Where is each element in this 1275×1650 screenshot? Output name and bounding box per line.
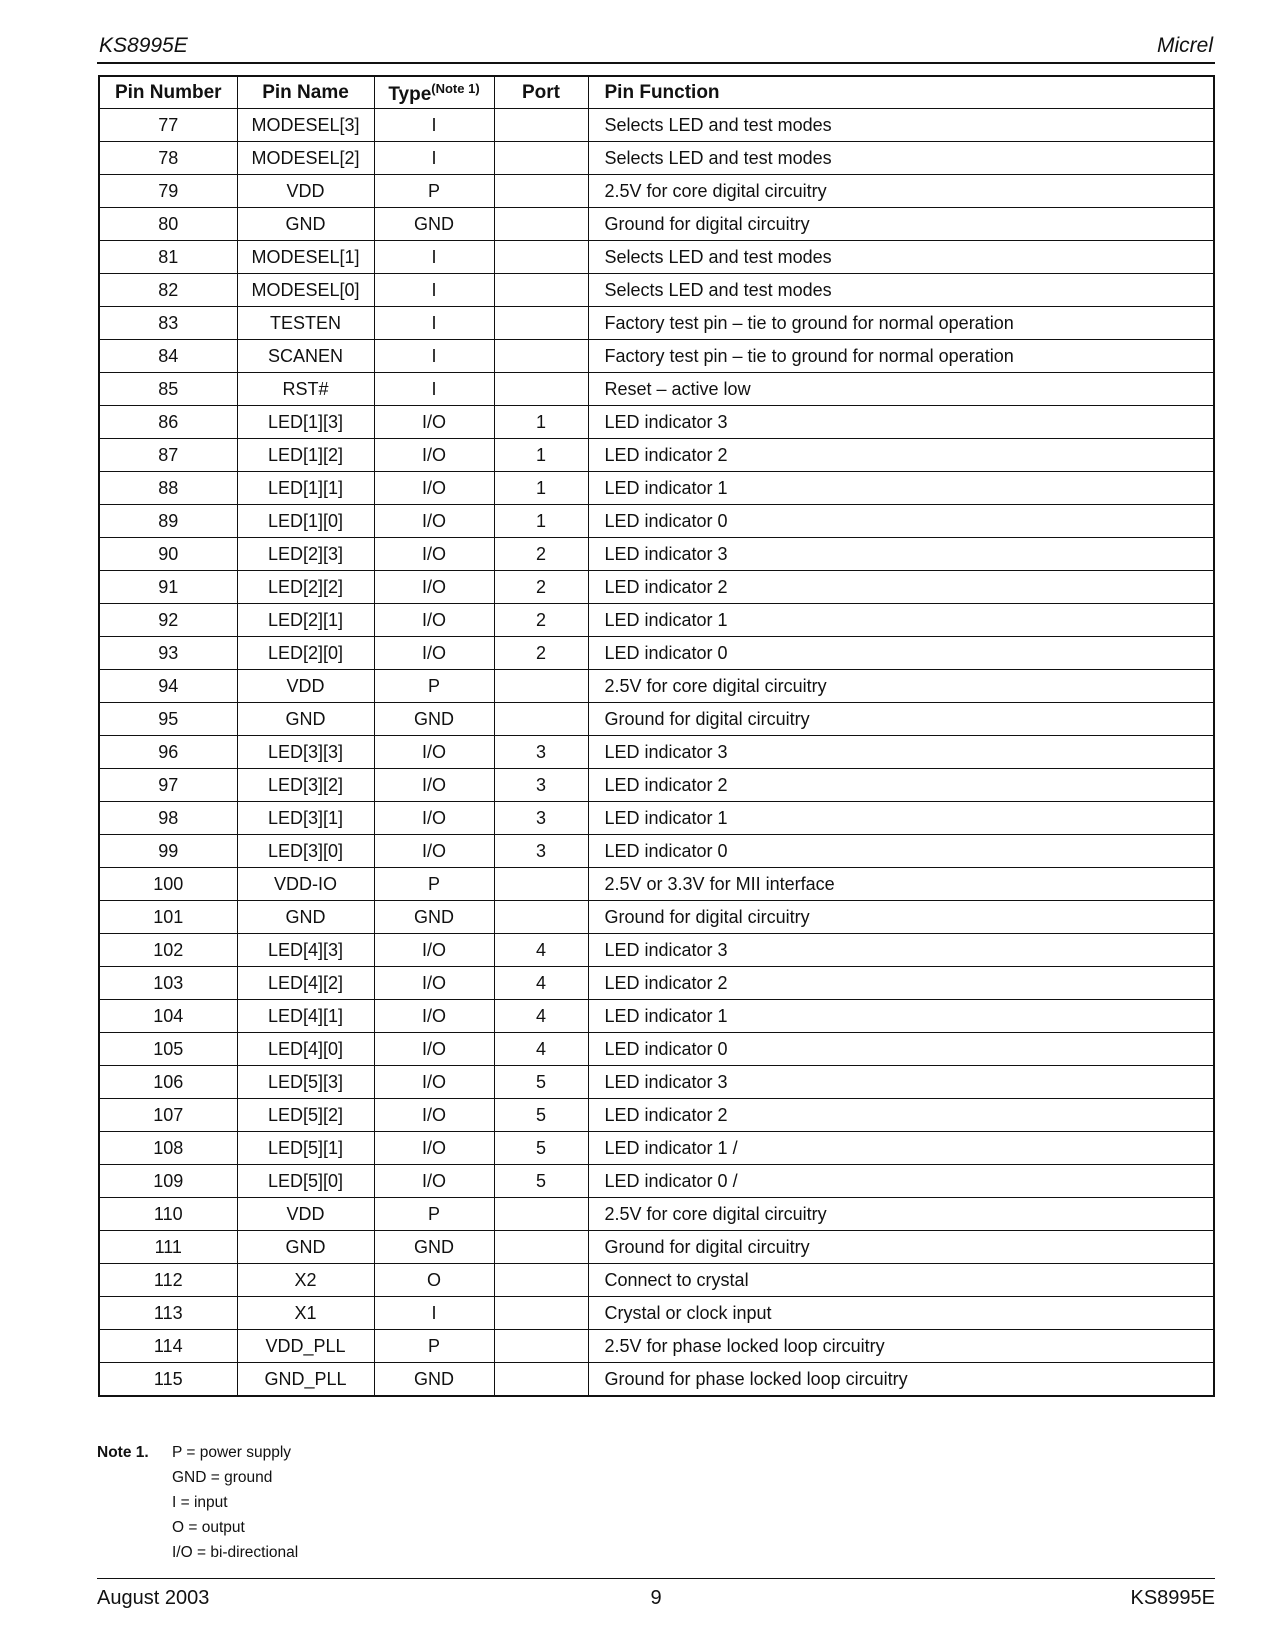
port-cell: 5	[494, 1066, 588, 1099]
port-cell	[494, 901, 588, 934]
port-cell: 3	[494, 802, 588, 835]
pin-function-cell: Selects LED and test modes	[588, 142, 1214, 175]
port-cell: 3	[494, 769, 588, 802]
pin-name-cell: TESTEN	[237, 307, 374, 340]
pin-number-cell: 87	[99, 439, 237, 472]
type-cell: P	[374, 175, 494, 208]
port-cell: 2	[494, 538, 588, 571]
pin-number-cell: 109	[99, 1165, 237, 1198]
note-line: P = power supply	[172, 1444, 292, 1461]
header-part-number: KS8995E	[99, 34, 188, 57]
pin-number-cell: 84	[99, 340, 237, 373]
pin-number-cell: 81	[99, 241, 237, 274]
port-cell	[494, 208, 588, 241]
type-cell: I/O	[374, 505, 494, 538]
pin-name-cell: MODESEL[3]	[237, 109, 374, 142]
pin-function-cell: LED indicator 3	[588, 736, 1214, 769]
pin-function-cell: LED indicator 1	[588, 1000, 1214, 1033]
note-line: O = output	[172, 1519, 245, 1536]
footer-part-number: KS8995E	[1130, 1587, 1215, 1609]
port-cell	[494, 274, 588, 307]
pin-function-cell: Ground for digital circuitry	[588, 703, 1214, 736]
pin-function-cell: 2.5V for core digital circuitry	[588, 1198, 1214, 1231]
pin-function-cell: LED indicator 3	[588, 934, 1214, 967]
pin-name-cell: LED[2][2]	[237, 571, 374, 604]
pin-function-cell: LED indicator 3	[588, 406, 1214, 439]
pin-function-cell: Ground for digital circuitry	[588, 208, 1214, 241]
port-cell	[494, 1264, 588, 1297]
table-row	[99, 835, 1214, 868]
pin-number-cell: 95	[99, 703, 237, 736]
port-cell: 5	[494, 1165, 588, 1198]
type-cell: I	[374, 241, 494, 274]
table-row	[99, 736, 1214, 769]
pin-number-cell: 111	[99, 1231, 237, 1264]
type-cell: I	[374, 373, 494, 406]
port-cell	[494, 1363, 588, 1397]
pin-name-cell: LED[5][1]	[237, 1132, 374, 1165]
pin-name-cell: GND_PLL	[237, 1363, 374, 1397]
pin-function-cell: LED indicator 0	[588, 835, 1214, 868]
port-cell	[494, 175, 588, 208]
pin-number-cell: 105	[99, 1033, 237, 1066]
pin-function-cell: Factory test pin – tie to ground for normal operation	[588, 340, 1214, 373]
port-cell	[494, 373, 588, 406]
pin-function-cell: 2.5V or 3.3V for MII interface	[588, 868, 1214, 901]
pin-number-cell: 101	[99, 901, 237, 934]
pin-number-cell: 110	[99, 1198, 237, 1231]
pin-name-cell: LED[3][2]	[237, 769, 374, 802]
port-cell: 5	[494, 1099, 588, 1132]
pin-name-cell: GND	[237, 703, 374, 736]
pin-number-cell: 89	[99, 505, 237, 538]
pin-number-cell: 115	[99, 1363, 237, 1397]
header-type-label: Type	[388, 83, 432, 105]
pin-function-cell: Reset – active low	[588, 373, 1214, 406]
port-cell: 1	[494, 406, 588, 439]
table-row	[99, 604, 1214, 637]
pin-table	[98, 75, 1215, 1397]
pin-number-cell: 113	[99, 1297, 237, 1330]
pin-function-cell: LED indicator 0	[588, 505, 1214, 538]
pin-number-cell: 86	[99, 406, 237, 439]
pin-function-cell: Factory test pin – tie to ground for normal operation	[588, 307, 1214, 340]
table-row	[99, 1165, 1214, 1198]
port-cell	[494, 868, 588, 901]
pin-name-cell: LED[4][0]	[237, 1033, 374, 1066]
type-cell: I/O	[374, 802, 494, 835]
type-cell: I/O	[374, 1165, 494, 1198]
pin-function-cell: LED indicator 0 /	[588, 1165, 1214, 1198]
pin-name-cell: GND	[237, 901, 374, 934]
pin-function-cell: Crystal or clock input	[588, 1297, 1214, 1330]
table-row	[99, 142, 1214, 175]
pin-function-cell: Selects LED and test modes	[588, 109, 1214, 142]
note-lines	[172, 1440, 298, 1565]
table-row	[99, 241, 1214, 274]
pin-name-cell: VDD-IO	[237, 868, 374, 901]
table-row	[99, 406, 1214, 439]
pin-number-cell: 88	[99, 472, 237, 505]
type-cell: I/O	[374, 1066, 494, 1099]
pin-function-cell: LED indicator 1	[588, 472, 1214, 505]
note-label: Note 1.	[97, 1444, 149, 1461]
type-cell: I/O	[374, 967, 494, 1000]
pin-number-cell: 94	[99, 670, 237, 703]
table-header-row	[99, 76, 1214, 109]
table-row	[99, 934, 1214, 967]
pin-function-cell: LED indicator 1 /	[588, 1132, 1214, 1165]
port-cell	[494, 1297, 588, 1330]
note-line: I/O = bi-directional	[172, 1544, 299, 1561]
type-cell: I/O	[374, 637, 494, 670]
pin-name-cell: VDD_PLL	[237, 1330, 374, 1363]
port-cell: 4	[494, 967, 588, 1000]
table-row	[99, 109, 1214, 142]
port-cell: 4	[494, 934, 588, 967]
header-type	[374, 76, 494, 109]
port-cell	[494, 670, 588, 703]
port-cell	[494, 241, 588, 274]
page-footer	[97, 1578, 1215, 1609]
pin-number-cell: 106	[99, 1066, 237, 1099]
pin-name-cell: VDD	[237, 1198, 374, 1231]
pin-number-cell: 96	[99, 736, 237, 769]
pin-function-cell: LED indicator 2	[588, 571, 1214, 604]
table-row	[99, 769, 1214, 802]
table-row	[99, 802, 1214, 835]
type-cell: GND	[374, 208, 494, 241]
port-cell	[494, 109, 588, 142]
pin-number-cell: 114	[99, 1330, 237, 1363]
type-cell: I/O	[374, 835, 494, 868]
type-cell: I/O	[374, 769, 494, 802]
type-cell: I	[374, 109, 494, 142]
pin-name-cell: LED[3][0]	[237, 835, 374, 868]
header-pin-number: Pin Number	[99, 76, 237, 109]
pin-function-cell: Selects LED and test modes	[588, 274, 1214, 307]
type-cell: I/O	[374, 1033, 494, 1066]
table-row	[99, 967, 1214, 1000]
type-cell: I/O	[374, 934, 494, 967]
table-row	[99, 1033, 1214, 1066]
pin-number-cell: 108	[99, 1132, 237, 1165]
pin-function-cell: Ground for phase locked loop circuitry	[588, 1363, 1214, 1397]
type-cell: GND	[374, 901, 494, 934]
pin-function-cell: Connect to crystal	[588, 1264, 1214, 1297]
pin-function-cell: LED indicator 2	[588, 967, 1214, 1000]
pin-name-cell: MODESEL[0]	[237, 274, 374, 307]
pin-function-cell: LED indicator 3	[588, 1066, 1214, 1099]
table-row	[99, 1363, 1214, 1397]
port-cell	[494, 142, 588, 175]
pin-number-cell: 78	[99, 142, 237, 175]
type-cell: I	[374, 307, 494, 340]
type-cell: I	[374, 142, 494, 175]
type-cell: I/O	[374, 604, 494, 637]
port-cell: 3	[494, 736, 588, 769]
port-cell	[494, 1330, 588, 1363]
pin-number-cell: 91	[99, 571, 237, 604]
pin-function-cell: Ground for digital circuitry	[588, 901, 1214, 934]
pin-number-cell: 104	[99, 1000, 237, 1033]
pin-name-cell: MODESEL[2]	[237, 142, 374, 175]
table-row	[99, 571, 1214, 604]
type-cell: I/O	[374, 736, 494, 769]
pin-name-cell: LED[4][1]	[237, 1000, 374, 1033]
table-row	[99, 1099, 1214, 1132]
port-cell	[494, 340, 588, 373]
table-row	[99, 1132, 1214, 1165]
pin-function-cell: LED indicator 0	[588, 637, 1214, 670]
pin-number-cell: 103	[99, 967, 237, 1000]
table-row	[99, 208, 1214, 241]
pin-function-cell: Ground for digital circuitry	[588, 1231, 1214, 1264]
type-cell: P	[374, 670, 494, 703]
pin-number-cell: 85	[99, 373, 237, 406]
pin-name-cell: X2	[237, 1264, 374, 1297]
table-row	[99, 670, 1214, 703]
pin-number-cell: 99	[99, 835, 237, 868]
pin-name-cell: LED[3][1]	[237, 802, 374, 835]
port-cell	[494, 703, 588, 736]
table-row	[99, 637, 1214, 670]
port-cell: 1	[494, 439, 588, 472]
type-cell: I/O	[374, 538, 494, 571]
pin-number-cell: 112	[99, 1264, 237, 1297]
pin-function-cell: LED indicator 2	[588, 769, 1214, 802]
pin-number-cell: 79	[99, 175, 237, 208]
port-cell	[494, 1231, 588, 1264]
type-cell: I/O	[374, 439, 494, 472]
pin-function-cell: LED indicator 2	[588, 439, 1214, 472]
type-cell: I/O	[374, 472, 494, 505]
pin-name-cell: LED[4][2]	[237, 967, 374, 1000]
pin-number-cell: 77	[99, 109, 237, 142]
pin-function-cell: LED indicator 1	[588, 604, 1214, 637]
pin-name-cell: LED[5][0]	[237, 1165, 374, 1198]
table-row	[99, 505, 1214, 538]
header-pin-name: Pin Name	[237, 76, 374, 109]
pin-name-cell: LED[4][3]	[237, 934, 374, 967]
pin-name-cell: LED[2][0]	[237, 637, 374, 670]
pin-function-cell: LED indicator 0	[588, 1033, 1214, 1066]
table-row	[99, 307, 1214, 340]
table-row	[99, 1264, 1214, 1297]
table-row	[99, 1231, 1214, 1264]
type-cell: I/O	[374, 571, 494, 604]
pin-function-cell: Selects LED and test modes	[588, 241, 1214, 274]
pin-name-cell: LED[1][1]	[237, 472, 374, 505]
port-cell	[494, 307, 588, 340]
port-cell: 1	[494, 505, 588, 538]
type-cell: GND	[374, 1231, 494, 1264]
table-row	[99, 274, 1214, 307]
pin-function-cell: 2.5V for phase locked loop circuitry	[588, 1330, 1214, 1363]
pin-name-cell: VDD	[237, 670, 374, 703]
pin-number-cell: 83	[99, 307, 237, 340]
pin-number-cell: 82	[99, 274, 237, 307]
type-cell: I/O	[374, 406, 494, 439]
type-cell: I/O	[374, 1132, 494, 1165]
pin-name-cell: RST#	[237, 373, 374, 406]
type-cell: I	[374, 340, 494, 373]
table-row	[99, 439, 1214, 472]
pin-name-cell: LED[5][2]	[237, 1099, 374, 1132]
port-cell: 2	[494, 604, 588, 637]
pin-function-cell: LED indicator 1	[588, 802, 1214, 835]
table-row	[99, 373, 1214, 406]
footer-date: August 2003	[97, 1587, 210, 1609]
note-line: GND = ground	[172, 1469, 273, 1486]
pin-number-cell: 97	[99, 769, 237, 802]
pin-name-cell: X1	[237, 1297, 374, 1330]
port-cell: 2	[494, 571, 588, 604]
pin-function-cell: 2.5V for core digital circuitry	[588, 670, 1214, 703]
type-cell: O	[374, 1264, 494, 1297]
pin-name-cell: LED[1][2]	[237, 439, 374, 472]
table-row	[99, 175, 1214, 208]
pin-name-cell: MODESEL[1]	[237, 241, 374, 274]
header-port: Port	[494, 76, 588, 109]
header-pin-function: Pin Function	[588, 76, 1214, 109]
type-cell: I	[374, 1297, 494, 1330]
type-cell: P	[374, 1198, 494, 1231]
pin-name-cell: LED[3][3]	[237, 736, 374, 769]
type-cell: P	[374, 868, 494, 901]
pin-number-cell: 107	[99, 1099, 237, 1132]
pin-name-cell: LED[1][3]	[237, 406, 374, 439]
table-row	[99, 868, 1214, 901]
pin-name-cell: LED[2][1]	[237, 604, 374, 637]
table-row	[99, 901, 1214, 934]
table-row	[99, 538, 1214, 571]
header-type-note: (Note 1)	[431, 80, 480, 96]
pin-name-cell: GND	[237, 1231, 374, 1264]
port-cell: 2	[494, 637, 588, 670]
type-cell: I/O	[374, 1099, 494, 1132]
port-cell: 5	[494, 1132, 588, 1165]
table-row	[99, 340, 1214, 373]
port-cell: 1	[494, 472, 588, 505]
pin-number-cell: 90	[99, 538, 237, 571]
table-row	[99, 703, 1214, 736]
header-company: Micrel	[1157, 34, 1213, 57]
port-cell: 4	[494, 1033, 588, 1066]
pin-number-cell: 92	[99, 604, 237, 637]
port-cell: 4	[494, 1000, 588, 1033]
pin-number-cell: 93	[99, 637, 237, 670]
table-row	[99, 472, 1214, 505]
pin-number-cell: 98	[99, 802, 237, 835]
type-cell: GND	[374, 703, 494, 736]
type-cell: I	[374, 274, 494, 307]
port-cell: 3	[494, 835, 588, 868]
table-row	[99, 1066, 1214, 1099]
port-cell	[494, 1198, 588, 1231]
type-cell: GND	[374, 1363, 494, 1397]
pin-function-cell: LED indicator 3	[588, 538, 1214, 571]
table-row	[99, 1330, 1214, 1363]
pin-name-cell: SCANEN	[237, 340, 374, 373]
table-row	[99, 1198, 1214, 1231]
pin-name-cell: VDD	[237, 175, 374, 208]
pin-name-cell: GND	[237, 208, 374, 241]
page-header	[97, 34, 1215, 64]
pin-function-cell: LED indicator 2	[588, 1099, 1214, 1132]
pin-function-cell: 2.5V for core digital circuitry	[588, 175, 1214, 208]
type-cell: P	[374, 1330, 494, 1363]
pin-name-cell: LED[1][0]	[237, 505, 374, 538]
footer-page-number: 9	[650, 1587, 662, 1609]
note-line: I = input	[172, 1494, 228, 1511]
pin-name-cell: LED[5][3]	[237, 1066, 374, 1099]
table-row	[99, 1297, 1214, 1330]
pin-number-cell: 102	[99, 934, 237, 967]
table-row	[99, 1000, 1214, 1033]
pin-name-cell: LED[2][3]	[237, 538, 374, 571]
pin-number-cell: 80	[99, 208, 237, 241]
pin-number-cell: 100	[99, 868, 237, 901]
type-cell: I/O	[374, 1000, 494, 1033]
